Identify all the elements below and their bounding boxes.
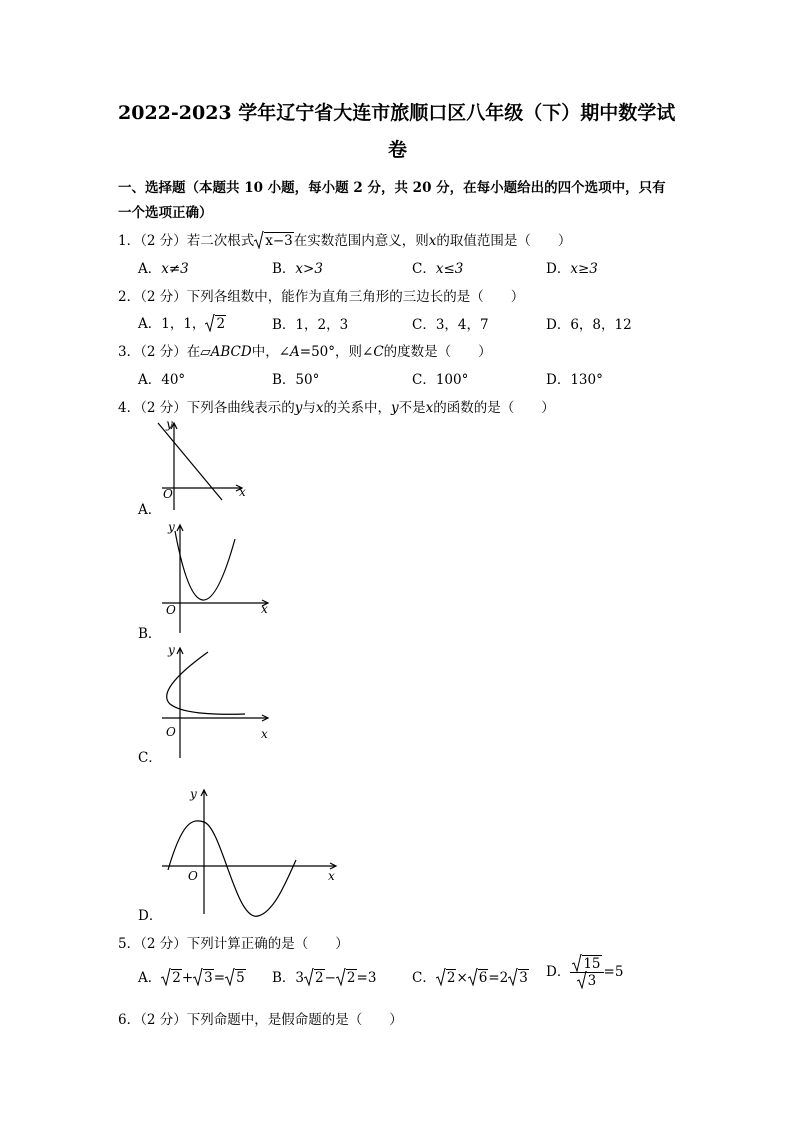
axis-origin-label: O [166, 725, 176, 739]
graph-c-sideways-curve [150, 640, 275, 762]
radical: 2 [205, 316, 226, 332]
axis-x-label: x [261, 727, 268, 741]
question-4-stem: 4．（2 分）下列各曲线表示的y与x的关系中，y不是x的函数的是（ ） [118, 400, 555, 416]
axis-y-label: y [166, 418, 173, 431]
radical-sign-icon [254, 231, 264, 249]
question-2-stem: 2．（2 分）下列各组数中，能作为直角三角形的三边长的是（ ） [118, 289, 525, 305]
q1-option-c: C．x≤3 [412, 261, 464, 277]
stem-text: 在实数范围内意义，则 [293, 233, 429, 249]
graph-b-parabola [150, 515, 275, 637]
axis-origin-label: O [163, 487, 173, 501]
question-6-stem: 6．（2 分）下列命题中，是假命题的是（ ） [118, 1012, 403, 1028]
axis-y-label: y [190, 787, 197, 801]
graph-a-decreasing-line [150, 418, 250, 514]
axis-origin-label: O [188, 869, 198, 883]
axis-origin-label: O [166, 603, 176, 617]
axis-x-label: x [239, 485, 246, 499]
q2-option-a: A．1，1， 2 [138, 316, 226, 332]
q4-option-c-label: C． [138, 750, 162, 766]
fraction: $\frac{15}{3}$ [570, 956, 603, 989]
axis-x-label: x [328, 869, 335, 883]
q3-option-d: D．130° [546, 372, 603, 388]
radical-sign-icon [572, 954, 582, 972]
section-heading-line2: 一个选项正确） [118, 205, 213, 221]
question-5-stem: 5．（2 分）下列计算正确的是（ ） [118, 936, 349, 952]
radical-sign-icon [304, 968, 314, 986]
radical-sign-icon [193, 968, 203, 986]
radical-sign-icon [508, 968, 518, 986]
q5-option-b: B．3 2− 2=3 [272, 970, 377, 986]
q4-option-a-label: A． [138, 502, 162, 518]
radical-sign-icon [436, 968, 446, 986]
section-heading-line1: 一、选择题（本题共 10 小题，每小题 2 分，共 20 分，在每小题给出的四个选项中，只有 [118, 180, 666, 196]
radical-sign-icon [161, 968, 171, 986]
q5-option-a: A． 2+ 3= 5 [138, 970, 245, 986]
q1-option-a: A．x≠3 [138, 261, 189, 277]
q4-option-d-label: D． [138, 908, 163, 924]
axis-x-label: x [261, 602, 268, 616]
q5-option-c: C． 2× 6=2 3 [412, 970, 528, 986]
q2-option-c: C．3，4，7 [412, 317, 489, 333]
radical-sign-icon [577, 971, 587, 989]
q3-option-c: C．100° [412, 372, 469, 388]
radical-sign-icon [225, 968, 235, 986]
radical-sign-icon [205, 314, 215, 332]
axis-y-label: y [168, 520, 175, 534]
radicand: x−3 [265, 233, 293, 249]
q4-option-b-label: B． [138, 626, 162, 642]
question-3-stem: 3．（2 分）在▱ABCD中，∠A=50°，则∠C的度数是（ ） [118, 344, 492, 360]
q3-option-a: A．40° [138, 372, 186, 388]
q2-option-d: D．6，8，12 [546, 317, 632, 333]
question-number: 1．（2 分） [118, 233, 187, 249]
q5-option-d: D． $\frac{15}{3}$ =5 [546, 956, 624, 989]
q2-option-b: B．1，2，3 [272, 317, 349, 333]
radical [254, 233, 294, 249]
axis-y-label: y [168, 643, 175, 657]
stem-text: 若二次根式 [186, 233, 255, 249]
variable: x [428, 233, 437, 249]
page-title-line1: 2022-2023 学年辽宁省大连市旅顺口区八年级（下）期中数学试 [118, 102, 676, 124]
radical-sign-icon [336, 968, 346, 986]
q1-option-d: D．x≥3 [546, 261, 598, 277]
radical-sign-icon [468, 968, 478, 986]
page-title-line2: 卷 [388, 139, 408, 161]
q1-option-b: B．x>3 [272, 261, 323, 277]
stem-text: 的取值范围是（ ） [436, 233, 572, 249]
question-1-stem [118, 229, 571, 249]
graph-d-sine-wave [150, 782, 345, 918]
q3-option-b: B．50° [272, 372, 320, 388]
